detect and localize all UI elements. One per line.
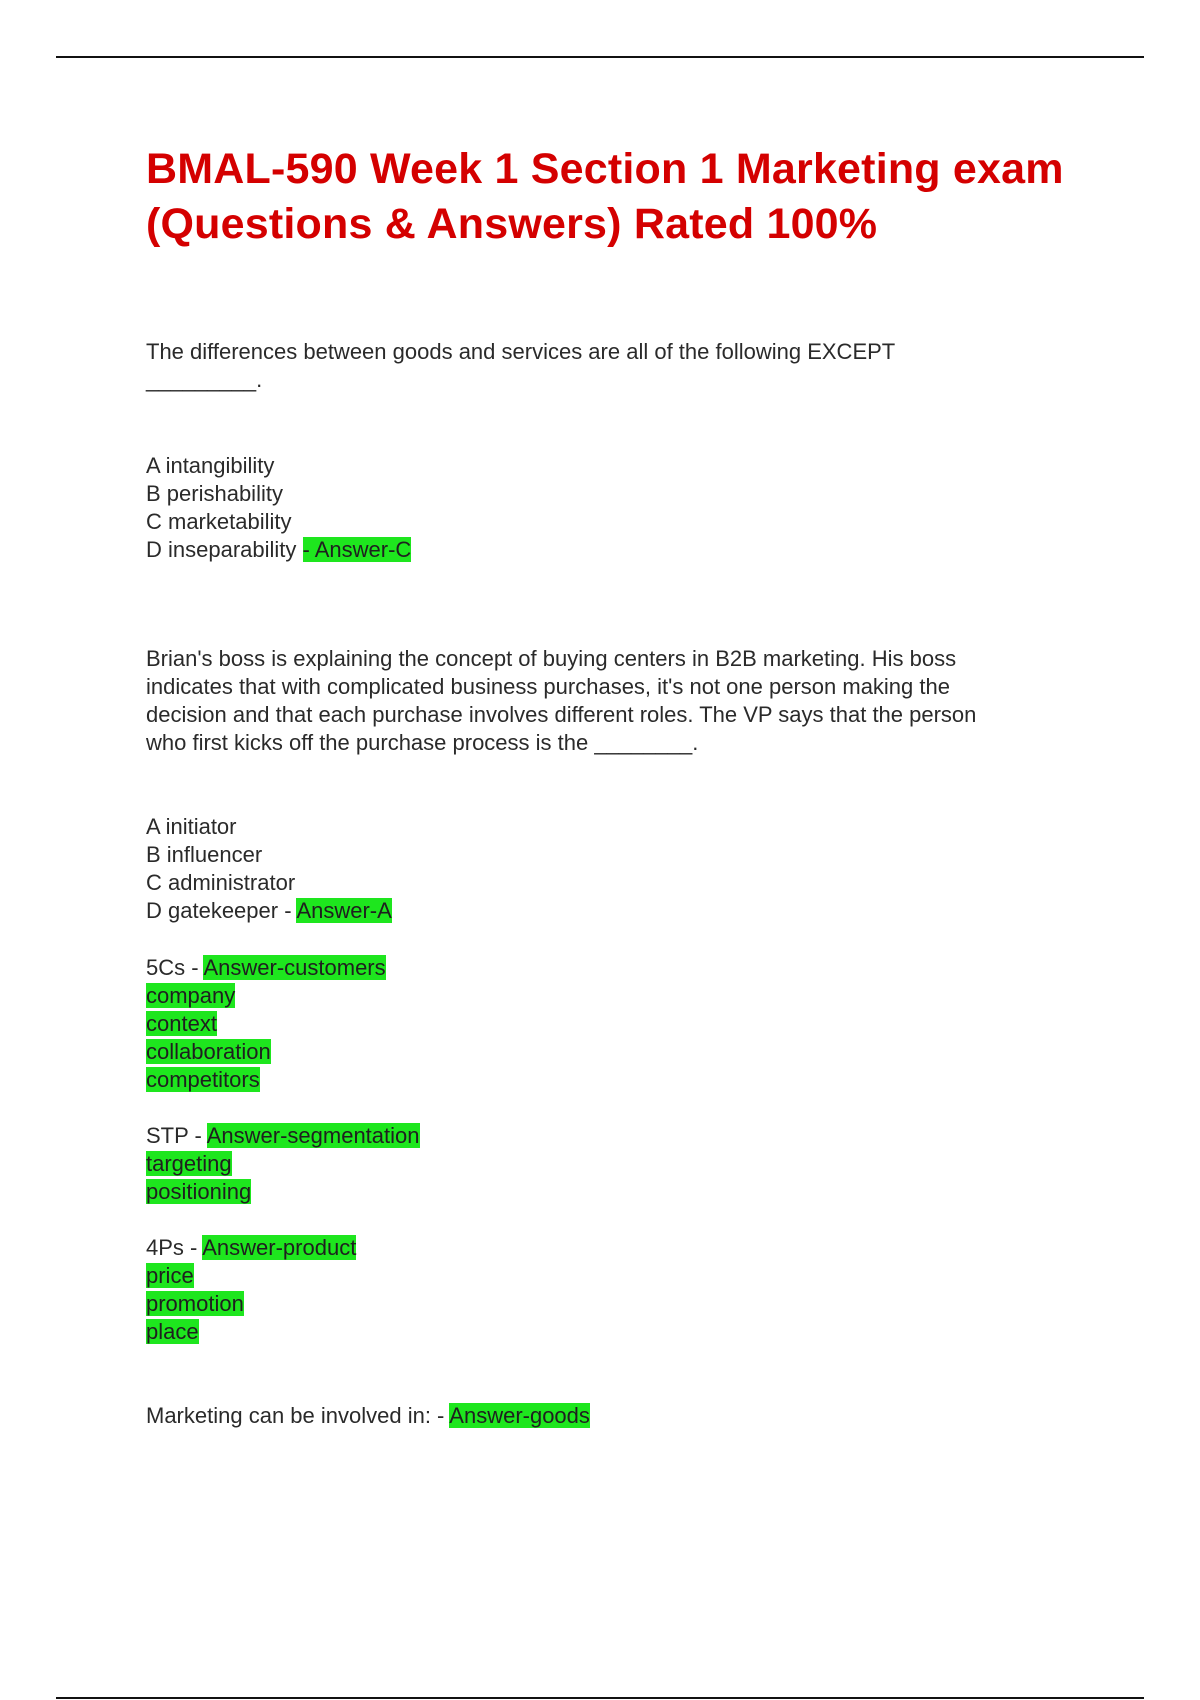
stp-first-line bbox=[146, 1122, 420, 1150]
answer-highlight: Answer-A bbox=[296, 898, 392, 923]
answer-highlight: collaboration bbox=[146, 1039, 271, 1064]
option-d-label: D inseparability bbox=[146, 537, 303, 562]
answer-line bbox=[146, 1150, 420, 1178]
answer-highlight: Answer-segmentation bbox=[206, 1123, 420, 1148]
answer-line bbox=[146, 1010, 386, 1038]
answer-line bbox=[146, 1318, 356, 1346]
four-ps-item bbox=[146, 1234, 356, 1346]
answer-highlight: context bbox=[146, 1011, 217, 1036]
four-ps-term: 4Ps - bbox=[146, 1235, 203, 1260]
question-1-blank: _________. bbox=[146, 367, 263, 392]
five-cs-term: 5Cs - bbox=[146, 955, 204, 980]
answer-highlight: promotion bbox=[146, 1291, 244, 1316]
option-d-label: D gatekeeper - bbox=[146, 898, 297, 923]
question-1-options bbox=[146, 452, 411, 564]
question-2-line: decision and that each purchase involves different roles. The VP says that the person bbox=[146, 702, 977, 727]
four-ps-first-line bbox=[146, 1234, 356, 1262]
answer-line bbox=[146, 1290, 356, 1318]
answer-line bbox=[146, 1038, 386, 1066]
answer-highlight: positioning bbox=[146, 1179, 252, 1204]
answer-highlight: Answer-customers bbox=[203, 955, 386, 980]
option-b: B perishability bbox=[146, 481, 283, 506]
question-1-line: The differences between goods and services are all of the following EXCEPT bbox=[146, 339, 896, 364]
answer-highlight: targeting bbox=[146, 1151, 232, 1176]
stp-item bbox=[146, 1122, 420, 1206]
option-d bbox=[146, 536, 411, 564]
answer-highlight: company bbox=[146, 983, 236, 1008]
option-d bbox=[146, 897, 392, 925]
answer-line bbox=[146, 1066, 386, 1094]
question-2-line: Brian's boss is explaining the concept of buying centers in B2B marketing. His boss bbox=[146, 646, 957, 671]
option-c: C marketability bbox=[146, 509, 292, 534]
five-cs-first-line bbox=[146, 954, 386, 982]
question-2-line: who first kicks off the purchase process is the ________. bbox=[146, 730, 699, 755]
option-a: A initiator bbox=[146, 814, 237, 839]
question-2-line: indicates that with complicated business purchases, it's not one person making the bbox=[146, 674, 950, 699]
answer-line bbox=[146, 1262, 356, 1290]
question-2 bbox=[146, 645, 1086, 757]
stp-term: STP - bbox=[146, 1123, 207, 1148]
answer-highlight: competitors bbox=[146, 1067, 260, 1092]
answer-line bbox=[146, 982, 386, 1010]
five-cs-item bbox=[146, 954, 386, 1094]
document-title: BMAL-590 Week 1 Section 1 Marketing exam (Questions & Answers) Rated 100% bbox=[146, 145, 1064, 248]
answer-line bbox=[146, 1178, 420, 1206]
answer-highlight: price bbox=[146, 1263, 194, 1288]
option-a: A intangibility bbox=[146, 453, 275, 478]
marketing-question: Marketing can be involved in: - bbox=[146, 1403, 450, 1428]
answer-highlight: Answer-product bbox=[202, 1235, 357, 1260]
document-content bbox=[146, 142, 1086, 1428]
question-1 bbox=[146, 338, 895, 394]
answer-highlight: place bbox=[146, 1319, 199, 1344]
top-rule bbox=[56, 56, 1144, 58]
answer-highlight: Answer-goods bbox=[449, 1403, 590, 1428]
marketing-line bbox=[146, 1402, 590, 1430]
marketing-item bbox=[146, 1402, 590, 1430]
question-2-options bbox=[146, 813, 392, 925]
option-c: C administrator bbox=[146, 870, 296, 895]
option-b: B influencer bbox=[146, 842, 263, 867]
bottom-rule bbox=[56, 1697, 1144, 1699]
answer-highlight: - Answer-C bbox=[302, 537, 412, 562]
